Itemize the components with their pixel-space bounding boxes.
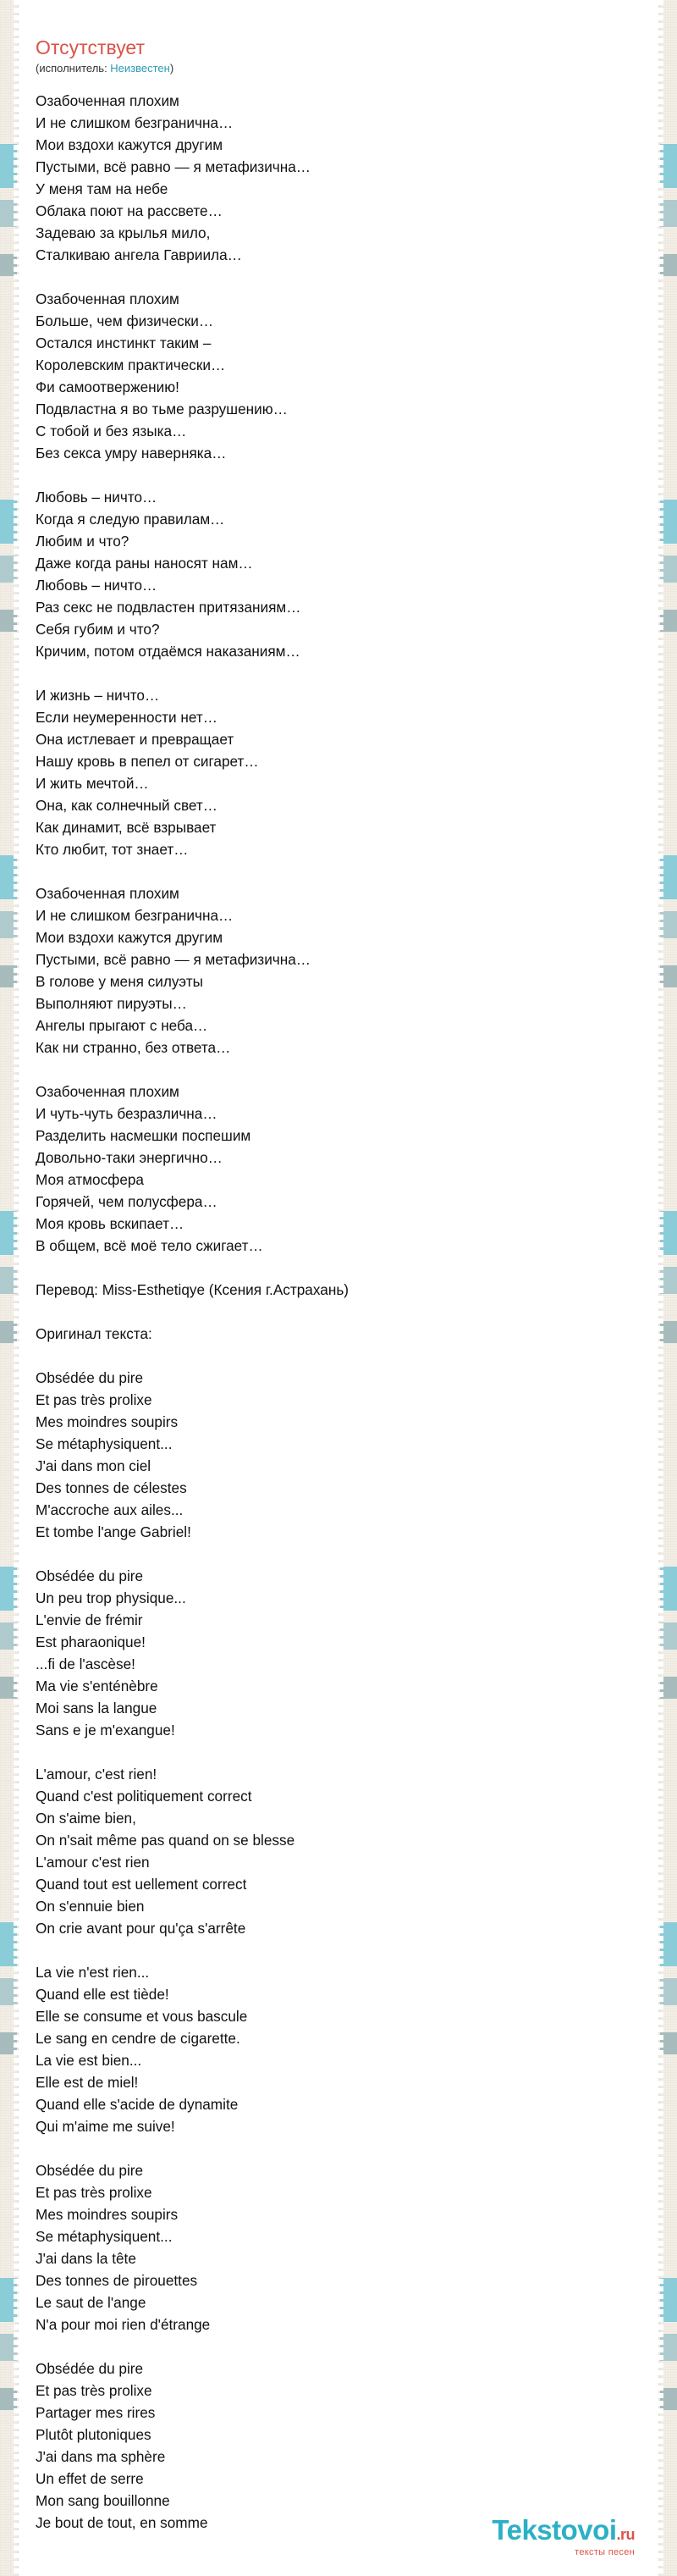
- artist-prefix: (исполнитель:: [36, 62, 111, 75]
- lyrics-card: [19, 0, 658, 2576]
- logo-wordmark: [492, 2516, 635, 2549]
- logo-tagline: тексты песен: [575, 2547, 635, 2557]
- song-title: Отсутствует: [36, 36, 145, 58]
- artist-suffix: ): [169, 62, 174, 75]
- logo-name: Tekstovoi: [492, 2514, 617, 2546]
- site-logo[interactable]: [492, 2516, 635, 2557]
- logo-tld: .ru: [616, 2526, 635, 2543]
- artist-link[interactable]: Неизвестен: [110, 62, 170, 75]
- artist-line: [36, 61, 658, 76]
- lyrics-text: Озабоченная плохим И не слишком безгранична… Мои вздохи кажутся другим Пустыми, всё равно — я метафизична… У меня там на небе Облака поют на рассвете… Задеваю за крылья мило, Сталкиваю ангела Гавриила… Озабоченная плохим Больше, чем физически… Остался инстинкт таким – Королевским практически… Фи самоотвержению! Подвластна я во тьме разрушению… С тобой и без языка… Без секса умру наверняка… Любовь – ничто… Когда я следую правилам… Любим и что? Даже когда раны наносят нам… Любовь – ничто… Раз секс не подвластен притязаниям… Себя губим и что? Кричим, потом отдаёмся наказаниям… И жизнь – ничто… Если неумеренности нет… Она истлевает и превращает Нашу кровь в пепел от сигарет… И жить мечтой… Она, как солнечный свет… Как динамит, всё взрывает Кто любит, тот знает… Озабоченная плохим И не слишком безгранична… Мои вздохи кажутся другим Пустыми, всё равно — я метафизична… В голове у меня силуэты Выполняют пируэты… Ангелы прыгают с неба… Как ни странно, без ответа… Озабоченная плохим И чуть-чуть безразлична… Разделить насмешки поспешим Довольно-таки энергично… Моя атмосфера Горячей, чем полусфера… Моя кровь вскипает… В общем, всё моё тело сжигает… Перевод: Miss-Esthetiqye (Ксения г.Астрахань) Оригинал текста: Obsédée du pire Et pas très prolixe Mes moindres soupirs Se métaphysiquent... J'ai dans mon ciel Des tonnes de célestes M'accroche aux ailes... Et tombe l'ange Gabriel! Obsédée du pire Un peu trop physique... L'envie de frémir Est pharaonique! ...fi de l'ascèse! Ma vie s'enténèbre Moi sans la langue Sans e je m'exangue! L'amour, c'est rien! Quand c'est politiquement correct On s'aime bien, On n'sait même pas quand on se blesse L'amour c'est rien Quand tout est uellement correct On s'ennuie bien On crie avant pour qu'ça s'arrête La vie n'est rien... Quand elle est tiède! Elle se consume et vous bascule Le sang en cendre de cigarette. La vie est bien... Elle est de miel! Quand elle s'acide de dynamite Qui m'aime me suive! Obsédée du pire Et pas très prolixe Mes moindres soupirs Se métaphysiquent... J'ai dans la tête Des tonnes de pirouettes Le saut de l'ange N'a pour moi rien d'étrange Obsédée du pire Et pas très prolixe Partager mes rires Plutôt plutoniques J'ai dans ma sphère Un effet de serre Mon sang bouillonne Je bout de tout, en somme: [36, 92, 349, 2531]
- song-header: [19, 0, 658, 76]
